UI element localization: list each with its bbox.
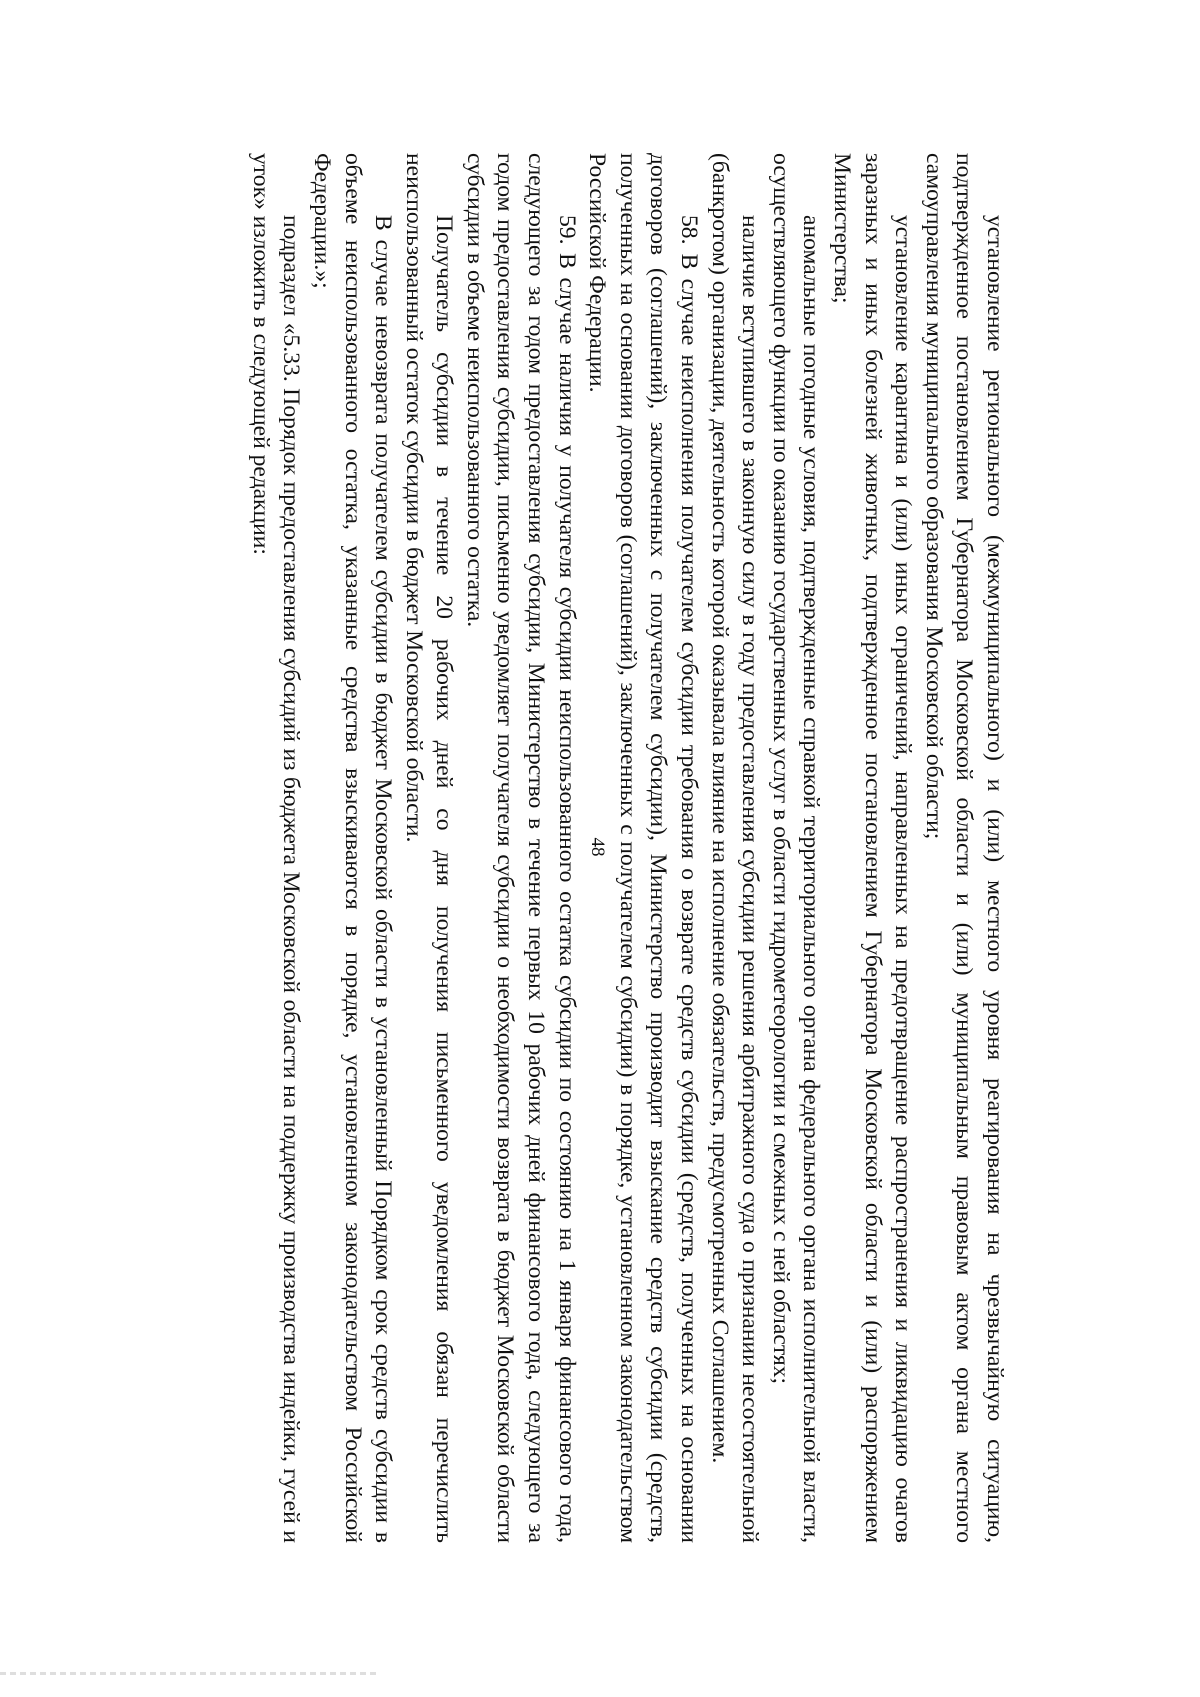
paragraph-non-return: В случае невозврата получателем субсидии в бюджет Московской области в установленный Порядком срок средств субсидии в объеме неиспользованного остатка, указанные средства взыскиваются в порядке, установленном законодательством Российской Федерации.»; [308, 153, 397, 1543]
document-body [190, 153, 1010, 1543]
paragraph-bankruptcy: наличие вступившего в законную силу в году предоставления субсидии решения арбитражного суда о признании несостоятельной (банкротом) организации, деятельность которой оказывала влияние на исполнение обязательств, предусмотренных Соглашением. [706, 153, 764, 1543]
scan-artifact-line [0, 1672, 380, 1675]
page-number: 48 [587, 837, 608, 857]
paragraph-59: 59. В случае наличия у получателя субсидии неиспользованного остатка субсидии по состоянию на 1 января финансового года, следующего за годом предоставления субсидии, Министерство в течение первых 10 рабочих дней финансового года, следующего за годом предоставления субсидии, письменно уведомляет получателя субсидии о необходимости возврата в бюджет Московской области субсидии в объеме неиспользованного остатка. [461, 153, 580, 1543]
paragraph-58: 58. В случае неисполнения получателем субсидии требования о возврате средств субсидии (средств, полученных на основании договоров (соглашений), заключенных с получателем субсидии), Министерство производит взыскание средств субсидии (средств, полученных на основании договоров (соглашений), заключенных с получателем субсидии) в порядке, установленном законодательством Российской Федерации. [584, 153, 703, 1543]
paragraph-weather-conditions: аномальные погодные условия, подтвержденные справкой территориального органа федерального органа исполнительной власти, осуществляющего функции по оказанию государственных услуг в области гидрометеорологии и смежных с ней областях; [767, 153, 825, 1543]
paragraph-quarantine: установление карантина и (или) иных ограничений, направленных на предотвращение распространения и ликвидацию очагов заразных и иных болезней животных, подтвержденное постановлением Губернатора Московской области и (или) распоряжением Министерства; [829, 153, 917, 1543]
paragraph-emergency-response: установление регионального (межмуниципального) и (или) местного уровня реагирования на чрезвычайную ситуацию, подтвержденное постановлением Губернатора Московской области и (или) муниципальным правовым актом органа местного самоуправления муниципального образования Московской области; [920, 153, 1008, 1543]
paragraph-transfer-deadline: Получатель субсидии в течение 20 рабочих дней со дня получения письменного уведомления обязан перечислить неиспользованный остаток субсидии в бюджет Московской области. [400, 153, 458, 1543]
paragraph-subsection-5-33: подраздел «5.33. Порядок предоставления субсидий из бюджета Московской области на поддержку производства индейки, гусей и уток» изложить в следующей редакции: [247, 153, 305, 1543]
